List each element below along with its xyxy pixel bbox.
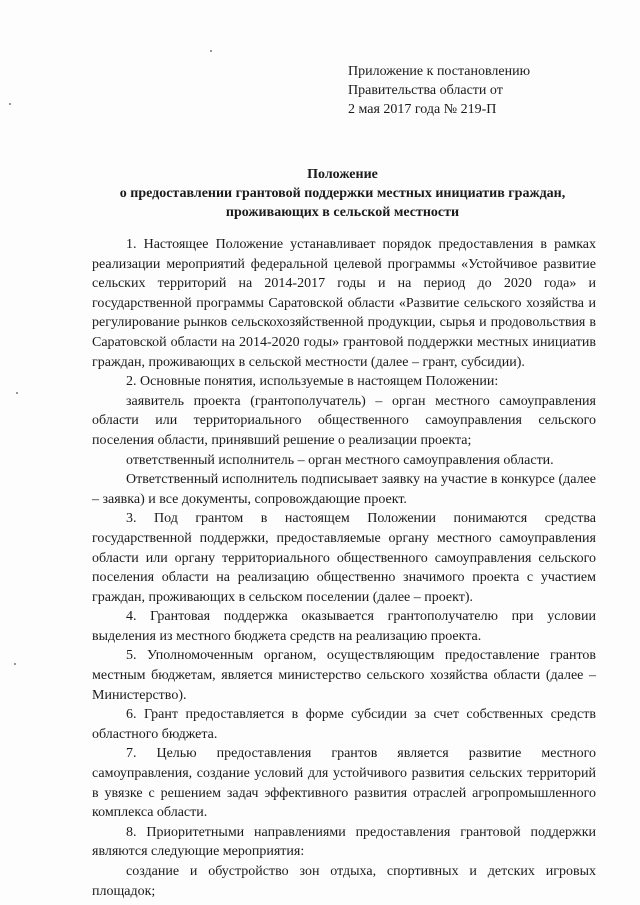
paragraph: 7. Целью предоставления грантов является развитие местного самоуправления, создание условий для устойчивого развития сельских территорий в увязке с решением задач эффективного развития отраслей агропромышленного комплекса области.	[92, 746, 596, 821]
document-body	[92, 235, 596, 901]
title-line: Положение	[307, 167, 378, 182]
paragraph: создание и обустройство зон отдыха, спортивных и детских игровых площадок;	[92, 864, 596, 899]
scan-speck	[9, 103, 11, 105]
document-title	[90, 165, 595, 222]
paragraph: Ответственный исполнитель подписывает заявку на участие в конкурсе (далее – заявка) и все документы, сопровождающие проект.	[92, 472, 596, 507]
approval-reference	[348, 62, 530, 119]
paragraph: ответственный исполнитель – орган местного самоуправления области.	[126, 452, 554, 468]
paragraph: 1. Настоящее Положение устанавливает порядок предоставления в рамках реализации мероприятий федеральной целевой программы «Устойчивое развитие сельских территорий на 2014-2017 годы и на период до 2020 года» и государственной программы Саратовской области «Развитие сельского хозяйства и регулирование рынков сельскохозяйственной продукции, сырья и продовольствия в Саратовской области на 2014-2020 годы» грантовой поддержки местных инициатив граждан, проживающих в сельской местности (далее – грант, субсидии).	[92, 237, 596, 370]
approval-line: Приложение к постановлению	[348, 64, 531, 79]
paragraph: 6. Грант предоставляется в форме субсидии за счет собственных средств областного бюджета.	[92, 707, 596, 742]
scan-speck	[16, 392, 18, 394]
title-line: о предоставлении грантовой поддержки местных инициатив граждан,	[119, 186, 566, 201]
paragraph: 3. Под грантом в настоящем Положении понимаются средства государственной поддержки, предоставляемые органу местного самоуправления области или органу территориального общественного самоуправления сельского поселения области на реализацию общественно значимого проекта с участием граждан, проживающих в сельском поселении (далее – проект).	[92, 511, 596, 605]
paragraph: 4. Грантовая поддержка оказывается грантополучателю при условии выделения из местного бюджета средств на реализацию проекта.	[92, 609, 596, 644]
paragraph: заявитель проекта (грантополучатель) – орган местного самоуправления области или территориального общественного самоуправления сельского поселения области, принявший решение о реализации проекта;	[92, 393, 596, 448]
approval-line: 2 мая 2017 года № 219-П	[348, 102, 497, 117]
title-line: проживающих в сельской местности	[225, 205, 460, 220]
scan-speck	[210, 50, 212, 52]
paragraph: 5. Уполномоченным органом, осуществляющим предоставление грантов местным бюджетам, является министерство сельского хозяйства области (далее – Министерство).	[92, 648, 596, 703]
scan-speck	[14, 663, 16, 665]
approval-line: Правительства области от	[348, 83, 503, 98]
paragraph: 2. Основные понятия, используемые в настоящем Положении:	[126, 374, 499, 390]
paragraph: 8. Приоритетными направлениями предоставления грантовой поддержки являются следующие мероприятия:	[92, 824, 596, 860]
